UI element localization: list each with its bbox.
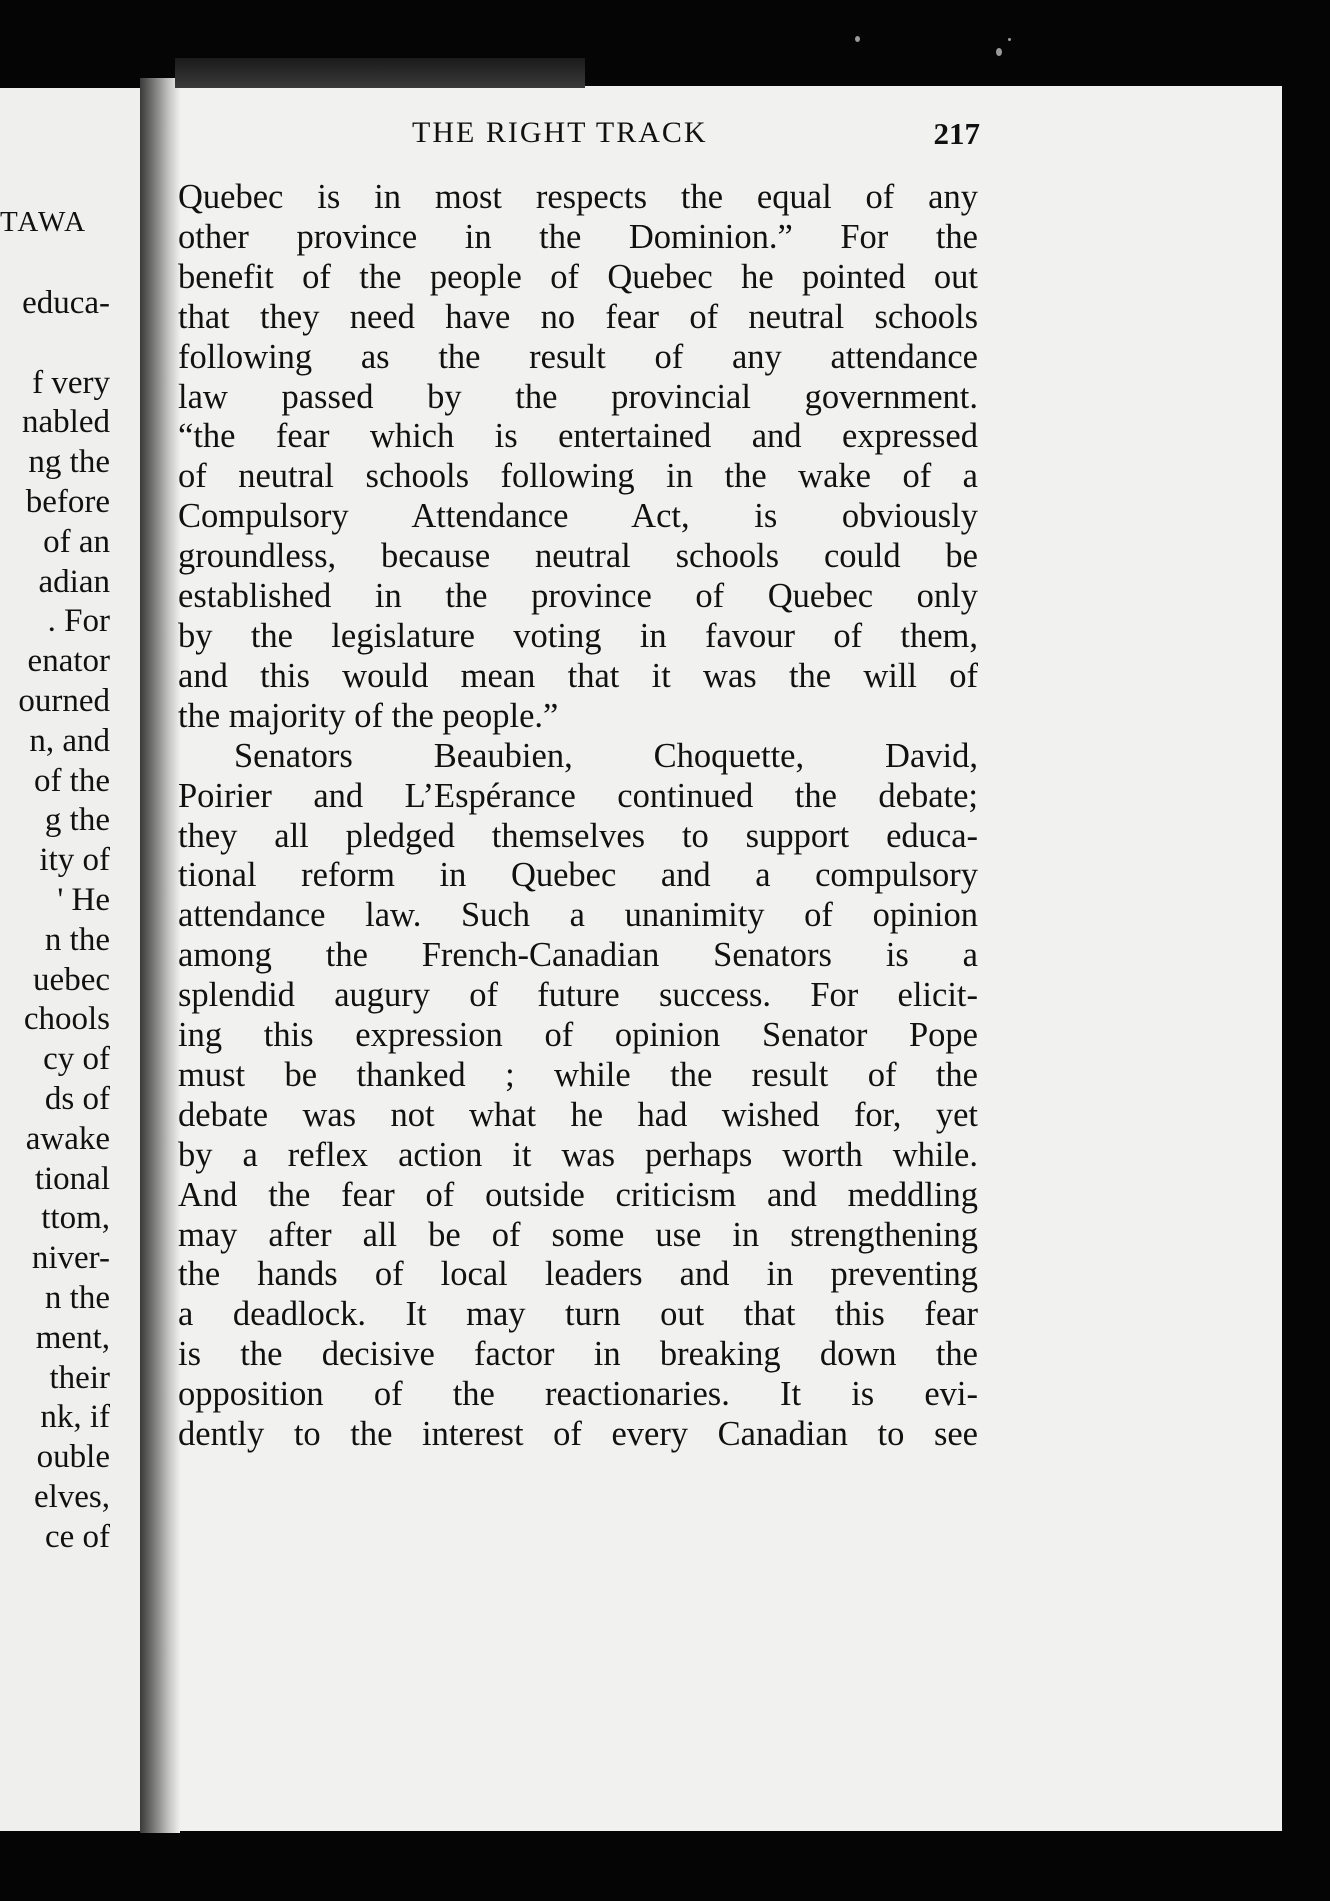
- text-line: of neutral schools following in the wake of a: [178, 457, 978, 496]
- text-line: and this would mean that it was the will of: [178, 656, 978, 695]
- text-line: they all pledged themselves to support educa-: [178, 816, 978, 855]
- text-line: is the decisive factor in breaking down the: [178, 1335, 978, 1374]
- left-line: f very: [32, 364, 110, 401]
- left-line: n the: [44, 1279, 110, 1316]
- left-line: ttom,: [41, 1200, 110, 1237]
- left-line: n, and: [29, 722, 110, 759]
- dust-speck: [1008, 38, 1011, 41]
- dust-speck: [996, 48, 1002, 56]
- left-line: elves,: [33, 1478, 110, 1515]
- left-line: ' He: [57, 881, 110, 918]
- text-line: Senators Beaubien, Choquette, David,: [234, 736, 978, 775]
- left-line: their: [49, 1359, 110, 1396]
- left-line: of an: [43, 523, 110, 560]
- page-header: [172, 116, 980, 158]
- dust-speck: [855, 36, 860, 42]
- left-line: ity of: [39, 842, 110, 879]
- text-line: by the legislature voting in favour of them,: [178, 616, 978, 655]
- left-line: enator: [27, 643, 110, 680]
- text-line: that they need have no fear of neutral schools: [178, 297, 978, 336]
- left-line: adian: [38, 563, 110, 600]
- left-line: nabled: [22, 404, 110, 441]
- left-running-title: TAWA: [0, 206, 88, 238]
- left-line: n the: [44, 921, 110, 958]
- left-line: tional: [34, 1160, 110, 1197]
- text-line: law passed by the provincial government.: [178, 377, 978, 416]
- text-line: And the fear of outside criticism and meddling: [178, 1175, 978, 1214]
- left-page-text-fragments: [18, 284, 110, 1558]
- text-line: opposition of the reactionaries. It is evi-: [178, 1375, 978, 1414]
- left-line: ng the: [28, 444, 110, 481]
- left-line: ce of: [44, 1518, 110, 1555]
- left-line: before: [25, 483, 110, 520]
- text-line: Poirier and L’Espérance continued the debate;: [178, 776, 978, 815]
- left-line: [18, 324, 110, 364]
- left-line: chools: [23, 1001, 110, 1038]
- text-line: debate was not what he had wished for, yet: [178, 1095, 978, 1134]
- text-line: benefit of the people of Quebec he pointed out: [178, 257, 978, 296]
- text-line: groundless, because neutral schools could be: [178, 537, 978, 576]
- text-line: dently to the interest of every Canadian to see: [178, 1415, 978, 1454]
- left-line: g the: [44, 802, 110, 839]
- text-line: must be thanked ; while the result of the: [178, 1055, 978, 1094]
- left-line: . For: [47, 603, 110, 640]
- text-line: Compulsory Attendance Act, is obviously: [178, 497, 978, 536]
- left-line: awake: [25, 1120, 110, 1157]
- left-line: nk, if: [40, 1399, 110, 1436]
- text-line: tional reform in Quebec and a compulsory: [178, 856, 978, 895]
- text-line: Quebec is in most respects the equal of any: [178, 178, 978, 216]
- text-line: established in the province of Quebec only: [178, 577, 978, 616]
- text-line: the hands of local leaders and in preventing: [178, 1255, 978, 1294]
- running-title: THE RIGHT TRACK: [412, 116, 708, 149]
- text-line: following as the result of any attendance: [178, 337, 978, 376]
- book-gutter-shadow: [140, 78, 180, 1833]
- text-line: splendid augury of future success. For elicit-: [178, 976, 978, 1015]
- left-line: ds of: [44, 1080, 110, 1117]
- body-text: [178, 178, 978, 1455]
- page-number: 217: [933, 116, 980, 151]
- left-line: niver-: [31, 1240, 110, 1277]
- page-top-shadow: [175, 58, 585, 88]
- left-line: uebec: [33, 961, 110, 998]
- text-line: among the French-Canadian Senators is a: [178, 936, 978, 975]
- text-line: the majority of the people.”: [178, 696, 559, 735]
- left-page: [0, 88, 160, 1831]
- left-line: cy of: [43, 1041, 110, 1078]
- text-line: by a reflex action it was perhaps worth while.: [178, 1135, 978, 1174]
- text-line: other province in the Dominion.” For the: [178, 217, 978, 256]
- text-line: ing this expression of opinion Senator Pope: [178, 1016, 978, 1055]
- text-line: “the fear which is entertained and expressed: [178, 417, 978, 456]
- left-line: ourned: [18, 682, 110, 719]
- left-line: educa-: [22, 285, 110, 321]
- left-line: ment,: [35, 1319, 110, 1356]
- left-line: of the: [33, 762, 110, 799]
- left-line: ouble: [36, 1439, 110, 1476]
- text-line: attendance law. Such a unanimity of opinion: [178, 896, 978, 935]
- text-line: may after all be of some use in strengthening: [178, 1215, 978, 1254]
- text-line: a deadlock. It may turn out that this fear: [178, 1295, 978, 1334]
